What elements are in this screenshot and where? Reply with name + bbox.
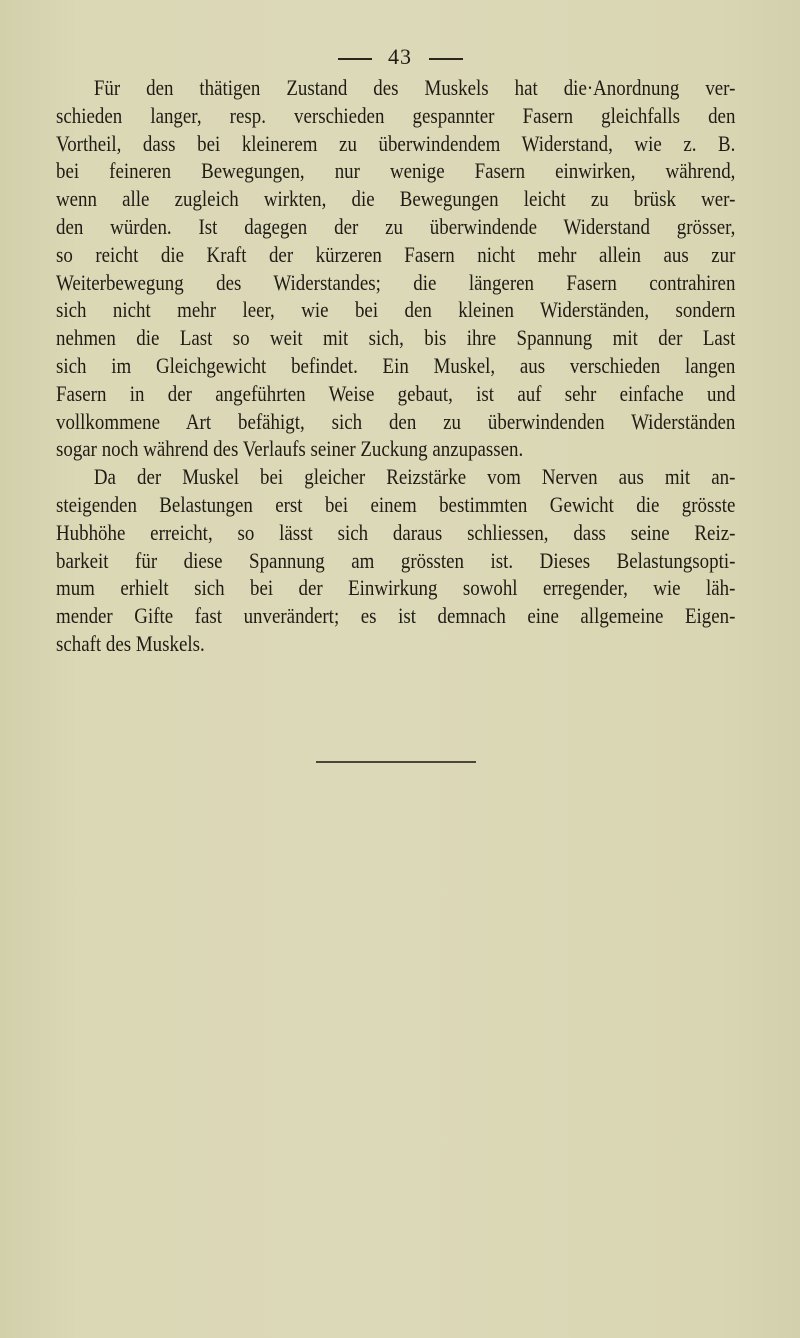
paragraph-2: [56, 463, 736, 658]
text-line: sich nicht mehr leer, wie bei den kleinen Widerständen, sondern: [56, 297, 736, 323]
text-line: sogar noch während des Verlaufs seiner Zuckung anzupassen.: [56, 436, 524, 462]
text-line: den würden. Ist dagegen der zu überwindende Widerstand grösser,: [56, 213, 736, 239]
text-line: vollkommene Art befähigt, sich den zu überwindenden Widerständen: [56, 408, 736, 434]
text-line: so reicht die Kraft der kürzeren Fasern nicht mehr allein aus zur: [56, 241, 736, 267]
text-line: wenn alle zugleich wirkten, die Bewegungen leicht zu brüsk wer-: [56, 186, 736, 212]
text-line: schieden langer, resp. verschieden gespannter Fasern gleichfalls den: [56, 102, 736, 128]
page-number-dash-right: [429, 58, 463, 60]
page-number: [0, 44, 800, 70]
text-line: schaft des Muskels.: [56, 630, 205, 656]
body-text: [56, 74, 736, 658]
text-line: mum erhielt sich bei der Einwirkung sowohl erregender, wie läh-: [56, 575, 736, 601]
text-line: bei feineren Bewegungen, nur wenige Fasern einwirken, während,: [56, 158, 736, 184]
text-line: Vortheil, dass bei kleinerem zu überwindendem Widerstand, wie z. B.: [56, 130, 736, 156]
text-line: Für den thätigen Zustand des Muskels hat die·Anordnung ver-: [93, 75, 736, 100]
page-number-value: 43: [388, 44, 412, 69]
text-line: Hubhöhe erreicht, so lässt sich daraus schliessen, dass seine Reiz-: [56, 519, 736, 545]
paragraph-1: [56, 74, 736, 463]
section-end-rule: [316, 761, 476, 763]
page-number-dash-left: [338, 58, 372, 60]
text-line: Fasern in der angeführten Weise gebaut, ist auf sehr einfache und: [56, 380, 736, 406]
text-line: Weiterbewegung des Widerstandes; die längeren Fasern contrahiren: [56, 269, 736, 295]
text-line: barkeit für diese Spannung am grössten ist. Dieses Belastungsopti-: [56, 547, 736, 573]
text-line: Da der Muskel bei gleicher Reizstärke vom Nerven aus mit an-: [93, 464, 736, 490]
text-line: mender Gifte fast unverändert; es ist demnach eine allgemeine Eigen-: [56, 603, 736, 629]
text-line: sich im Gleichgewicht befindet. Ein Muskel, aus verschieden langen: [56, 352, 736, 378]
text-line: nehmen die Last so weit mit sich, bis ihre Spannung mit der Last: [56, 325, 736, 351]
text-line: steigenden Belastungen erst bei einem bestimmten Gewicht die grösste: [56, 491, 736, 517]
